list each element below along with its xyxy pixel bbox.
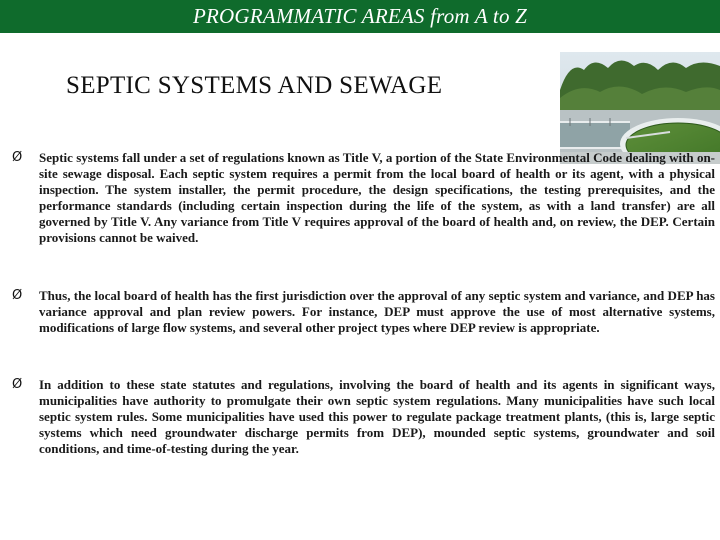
arrow-bullet-icon: Ø [12,288,23,303]
header-bar [0,0,720,33]
bullet-text: Septic systems fall under a set of regulations known as Title V, a portion of the State Environmental Code dealing with on-site sewage disposal. Each septic system requires a permit from the local board of health or its agent, with a physical inspection. The system installer, the permit procedure, the design specifications, the testing prerequisites, and the performance standards (including certain inspection during the life of the system, as with a land transfer) are all governed by Title V. Any variance from Title V requires approval of the board of health and, on review, the DEP. Certain provisions cannot be waived. [39,150,715,245]
bullet-text: In addition to these state statutes and regulations, involving the board of health and its agents in significant ways, municipalities have authority to promulgate their own septic system regulations. Many municipalities have such local septic system rules. Some municipalities have used this power to regulate package treatment plants, (this is, large septic systems which need groundwater discharge permits from DEP), mounded septic systems, groundwater and soil conditions, and time-of-testing during the year. [39,377,715,456]
header-title: PROGRAMMATIC AREAS from A to Z [192,4,527,28]
bullet-text: Thus, the local board of health has the first jurisdiction over the approval of any septic system and variance, and DEP has variance approval and plan review powers. For instance, DEP must approve the use of most alternative systems, modifications of large flow systems, and several other project types where DEP review is appropriate. [39,288,715,335]
treatment-plant-photo [560,52,720,164]
arrow-bullet-icon: Ø [12,377,23,392]
slide-title: SEPTIC SYSTEMS AND SEWAGE [66,72,443,99]
arrow-bullet-icon: Ø [12,150,23,165]
